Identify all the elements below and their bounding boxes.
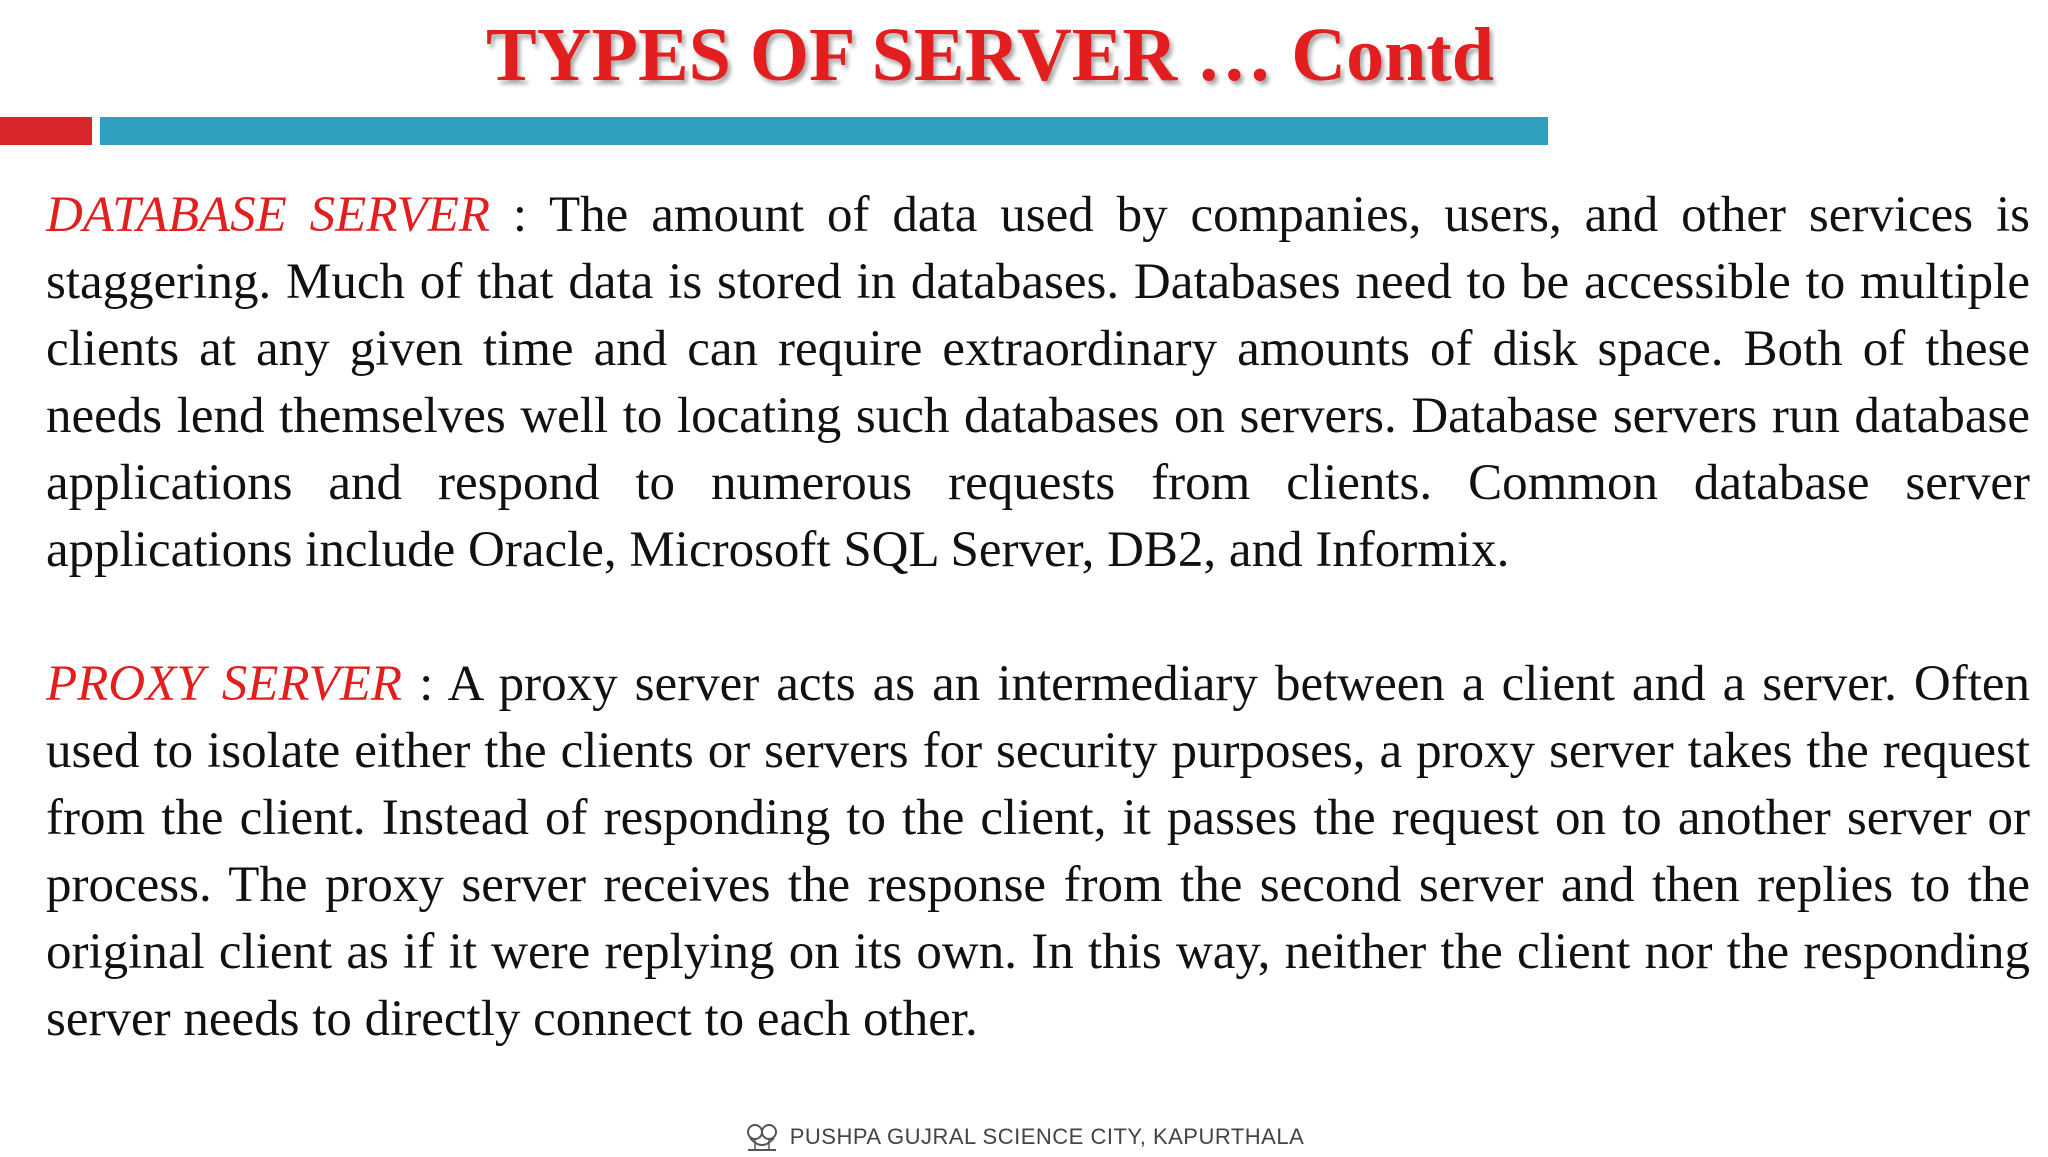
database-server-separator: :: [490, 187, 550, 243]
science-city-logo-icon: [744, 1122, 780, 1152]
slide-content: [46, 182, 2030, 1053]
title-accent-bar-blue: [100, 117, 1548, 145]
database-server-paragraph: [46, 182, 2030, 584]
proxy-server-separator: :: [402, 656, 448, 712]
database-server-term: DATABASE SERVER: [46, 187, 491, 243]
database-server-text: The amount of data used by companies, users, and other services is staggering. Much of that data is stored in databases. Databases need to be accessible to multiple clients at any given time and can require extraordinary amounts of disk space. Both of these needs lend themselves well to locating such databases on servers. Database servers run database applications and respond to numerous requests from clients. Common database server applications include Oracle, Microsoft SQL Server, DB2, and Informix.: [46, 187, 2031, 578]
proxy-server-paragraph: [46, 651, 2030, 1053]
proxy-server-term: PROXY SERVER: [46, 656, 403, 712]
slide-title: TYPES OF SERVER … Contd: [485, 13, 1495, 97]
footer-organization-name: PUSHPA GUJRAL SCIENCE CITY, KAPURTHALA: [789, 1124, 1305, 1149]
proxy-server-text: A proxy server acts as an intermediary between a client and a server. Often used to isolate either the clients or servers for security purposes, a proxy server takes the request from the client. Instead of responding to the client, it passes the request on to another server or process. The proxy server receives the response from the second server and then replies to the original client as if it were replying on its own. In this way, neither the client nor the responding server needs to directly connect to each other.: [46, 656, 2031, 1047]
footer: [0, 1122, 2048, 1152]
title-accent-bar-red: [0, 117, 92, 145]
